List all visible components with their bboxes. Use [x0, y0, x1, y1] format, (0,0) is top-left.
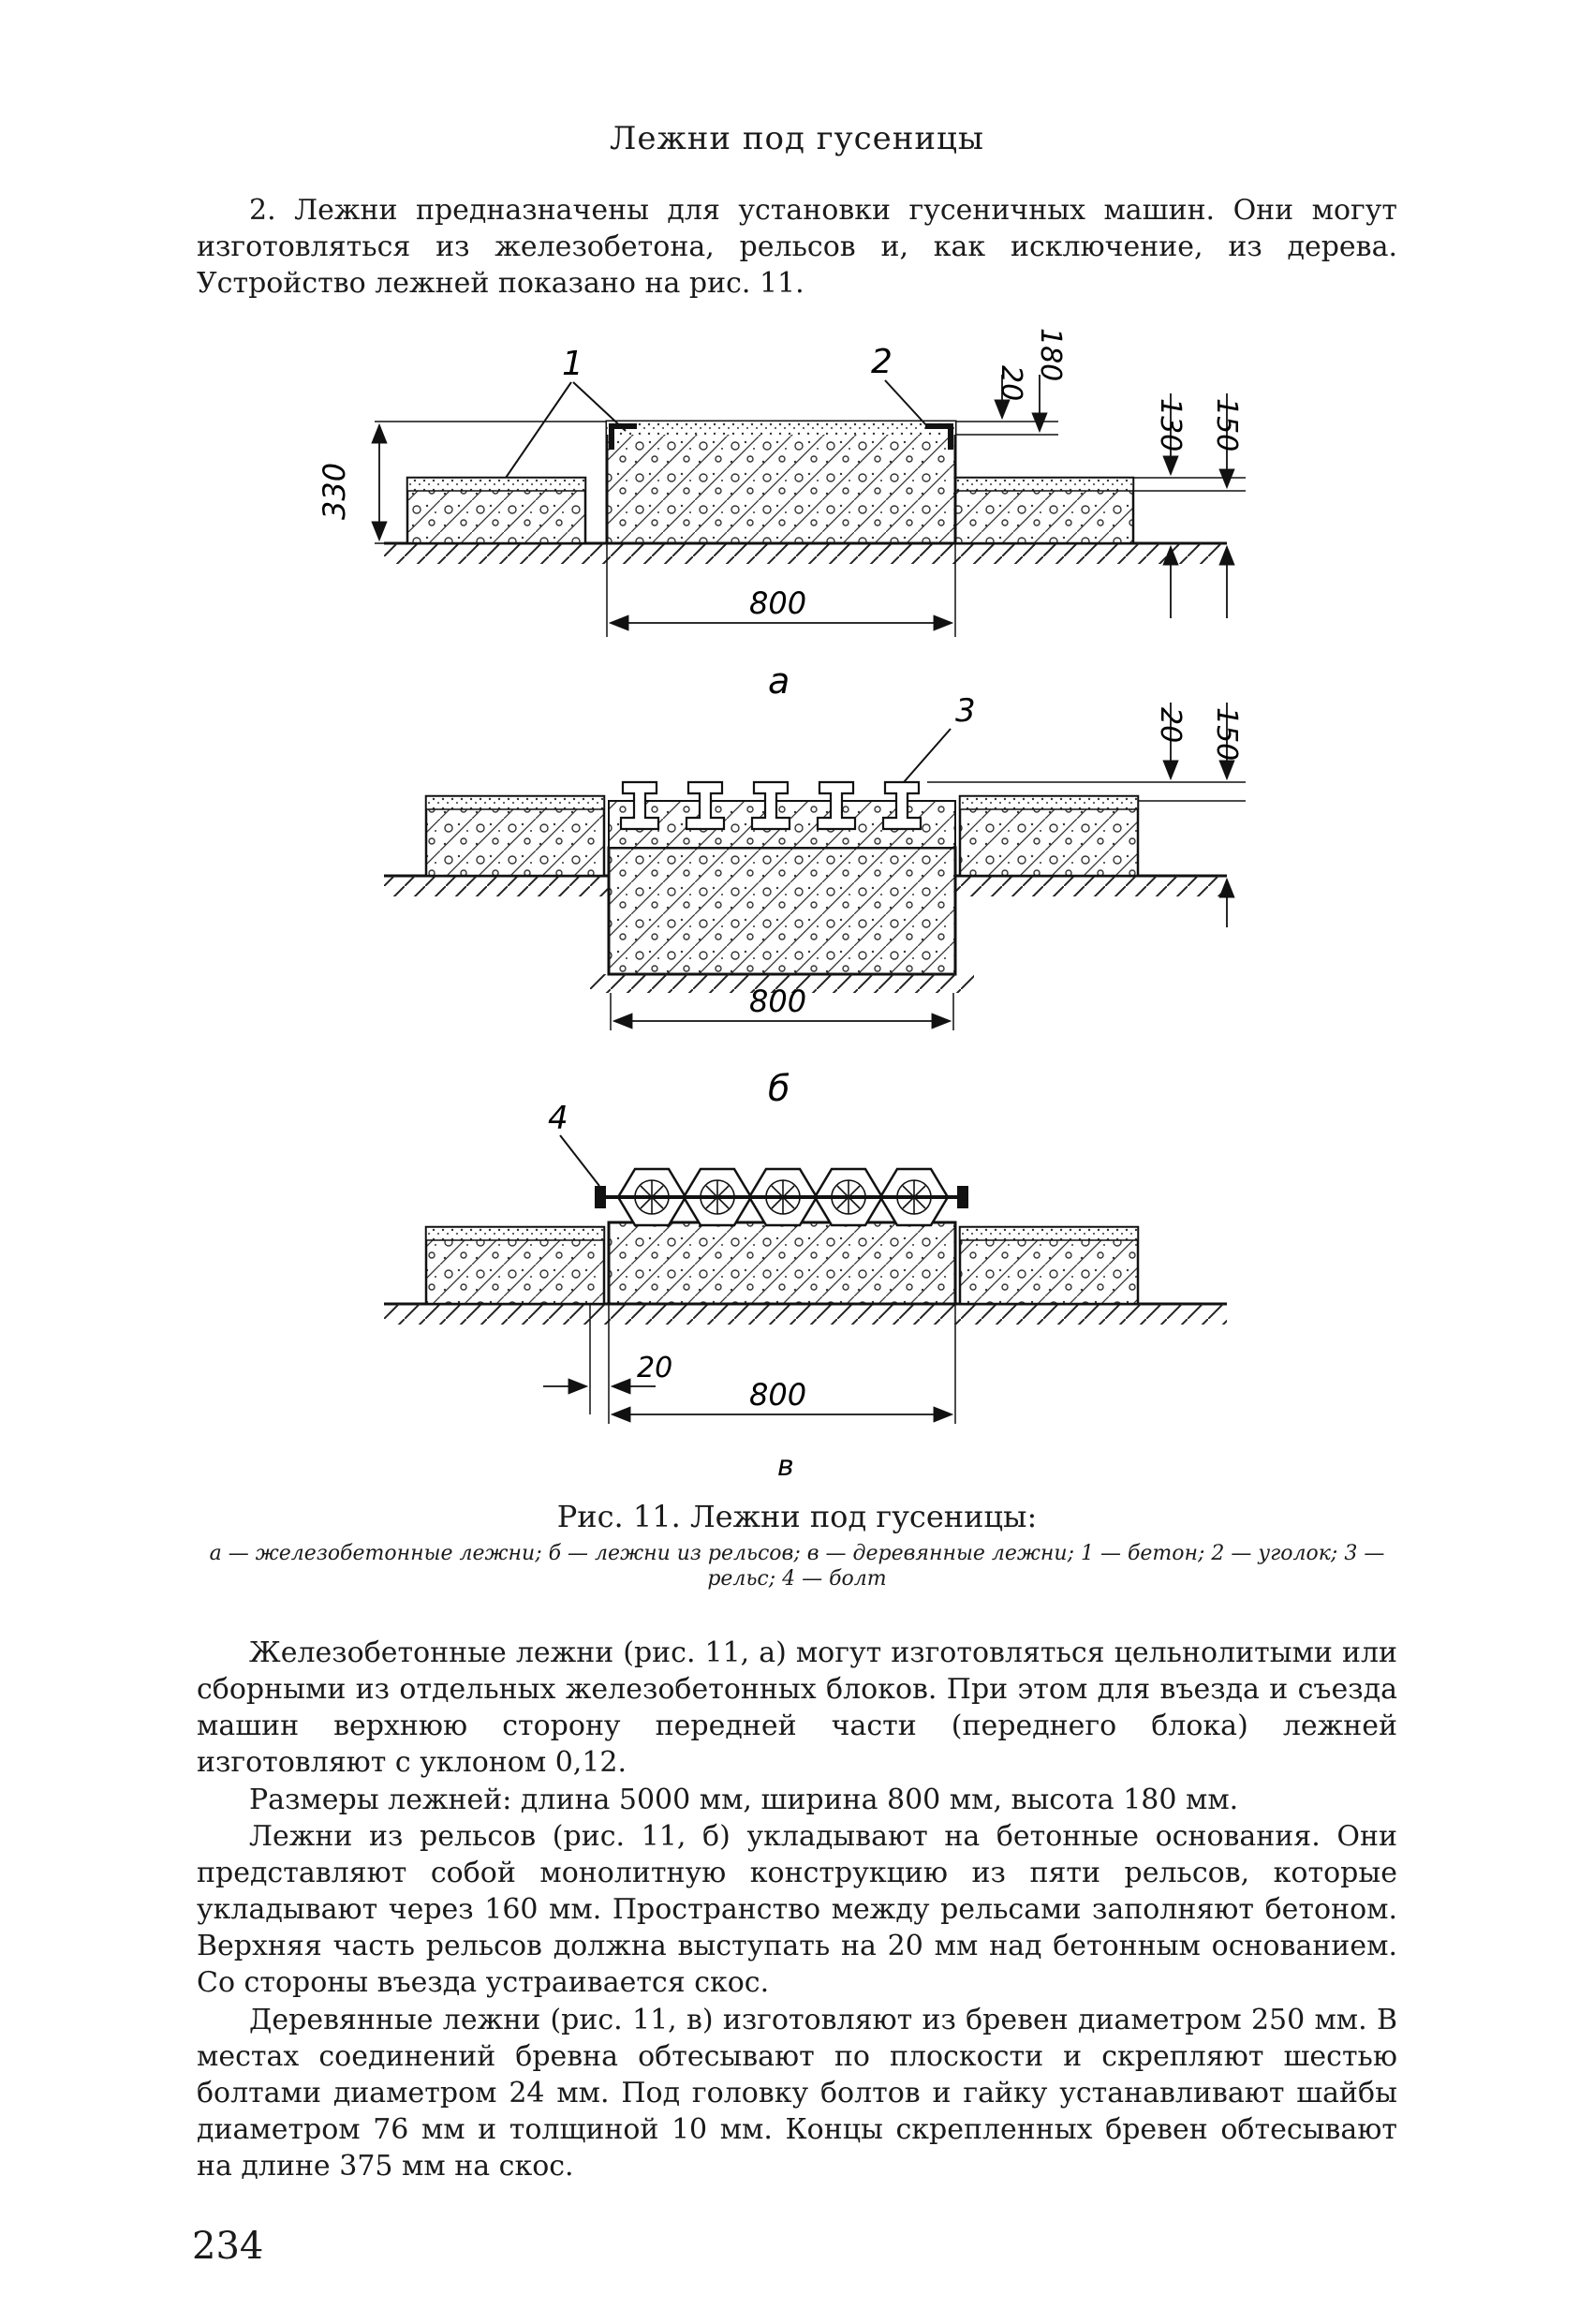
panel-letter-a: а [768, 660, 790, 702]
dim-150-a: 150 [1210, 398, 1243, 452]
body-text-4: Деревянные лежни (рис. 11, в) изготовляют из бревен диаметром 250 мм. В местах соединений бревна обтесывают по плоскости и скрепляют шестью болтами диаметром 24 мм. Под головку болтов и гайку устанавливают шайбы диаметром 76 мм и толщиной 10 мм. Концы скрепленных бревен обтесывают на длине 375 мм на скос. [197, 2004, 1397, 2183]
panel-letter-b: б [768, 1068, 790, 1109]
body-text-2: Размеры лежней: длина 5000 мм, ширина 800 мм, высота 180 мм. [249, 1784, 1239, 1816]
dim-180: 180 [1034, 328, 1067, 382]
section-heading: Лежни под гусеницы [609, 120, 984, 157]
figure-11 [281, 309, 1330, 1480]
intro-paragraph [197, 192, 1397, 302]
dim-800-b: 800 [749, 984, 807, 1019]
figure-legend: а — железобетонные лежни; б — лежни из рельсов; в — деревянные лежни; 1 — бетон; 2 — уголок; 3 — рельс; 4 — болт [209, 1542, 1385, 1591]
body-text-1: Железобетонные лежни (рис. 11, а) могут изготовляться цельнолитыми или сборными из отдельных железобетонных блоков. При этом для въезда и съезда машин верхнюю сторону передней части (переднего блока) лежней изготовляют с уклоном 0,12. [197, 1636, 1397, 1779]
dim-800-a: 800 [749, 585, 807, 621]
page-number: 234 [192, 2225, 264, 2268]
callout-1: 1 [562, 345, 583, 383]
body-paragraph-3 [197, 1818, 1397, 2001]
dim-20-v: 20 [637, 1352, 673, 1384]
figure-drawing [281, 309, 1330, 1480]
callout-2: 2 [871, 343, 893, 381]
dim-20-b: 20 [1154, 707, 1187, 744]
dim-20-a: 20 [995, 365, 1027, 402]
callout-3: 3 [955, 692, 976, 730]
panel-letter-v: в [777, 1450, 794, 1480]
body-paragraph-4 [197, 2002, 1397, 2184]
dim-130: 130 [1154, 398, 1187, 452]
dim-800-v: 800 [749, 1377, 807, 1413]
panel-a [317, 328, 1246, 702]
panel-b [384, 692, 1246, 1109]
body-paragraph-2 [197, 1782, 1397, 1818]
dim-330: 330 [317, 462, 352, 520]
figure-caption: Рис. 11. Лежни под гусеницы: [556, 1499, 1038, 1534]
intro-text: 2. Лежни предназначены для установки гусеничных машин. Они могут изготовляться из железобетона, рельсов и, как исключение, из дерева. Устройство лежней показано на рис. 11. [197, 194, 1397, 300]
callout-4: 4 [548, 1100, 568, 1137]
panel-v [384, 1100, 1227, 1480]
dim-150-b: 150 [1210, 707, 1243, 762]
body-text-3: Лежни из рельсов (рис. 11, б) укладывают на бетонные основания. Они представляют собой монолитную конструкцию из пяти рельсов, которые укладывают через 160 мм. Пространство между рельсами заполняют бетоном. Верхняя часть рельсов должна выступать на 20 мм над бетонным основанием. Со стороны въезда устраивается скос. [197, 1820, 1397, 1999]
body-paragraph-1 [197, 1635, 1397, 1781]
